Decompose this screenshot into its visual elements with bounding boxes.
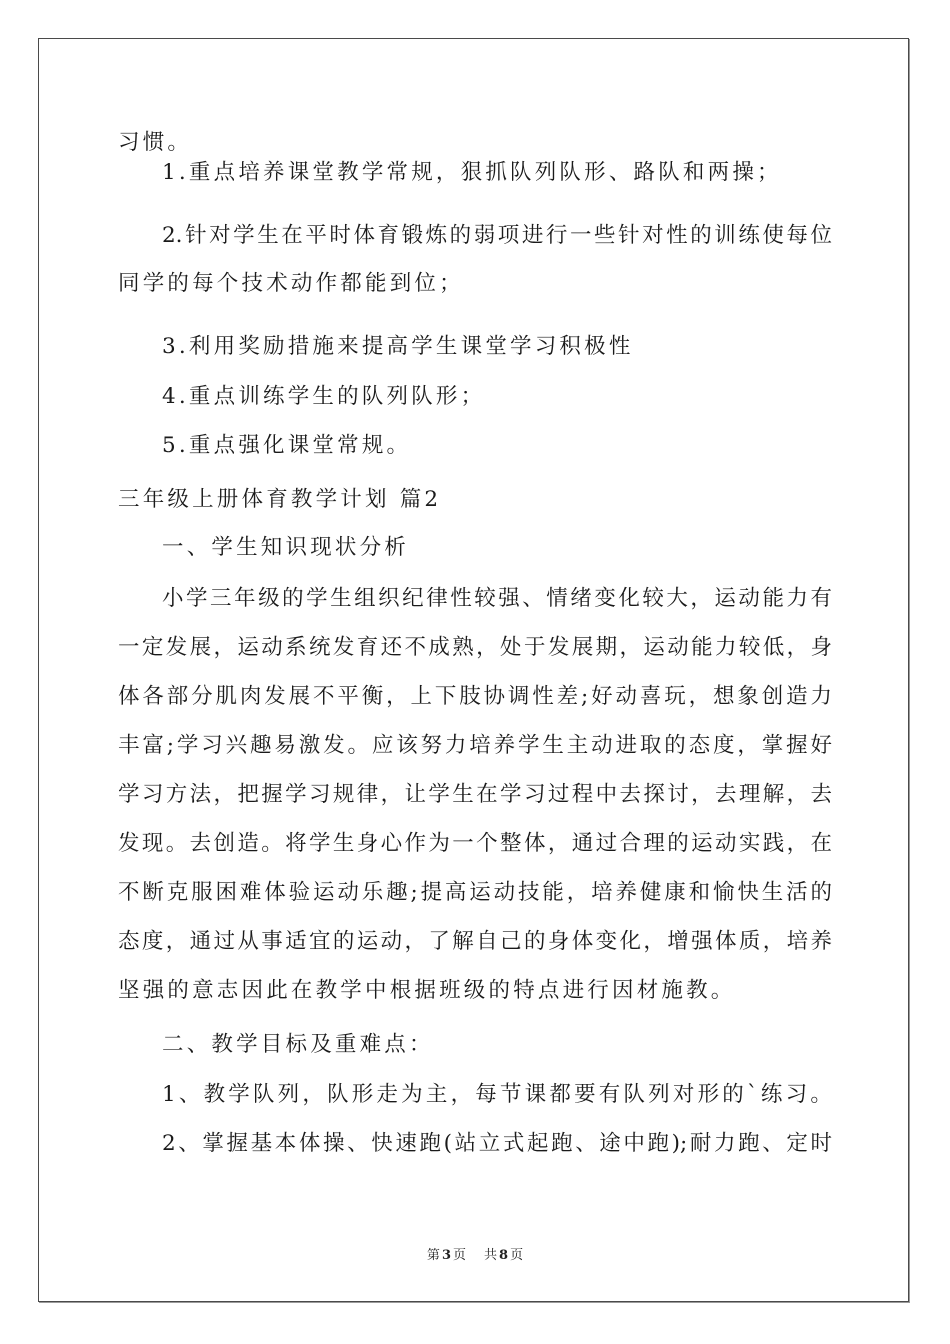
total-suffix: 页 — [510, 1248, 524, 1263]
section-title: 三年级上册体育教学计划 篇2 — [118, 487, 442, 512]
paragraph-line: 一定发展，运动系统发育还不成熟，处于发展期，运动能力较低，身 — [118, 635, 832, 660]
paragraph-line: 小学三年级的学生组织纪律性较强、情绪变化较大，运动能力有 — [162, 586, 832, 611]
goal-item-2: 2、掌握基本体操、快速跑(站立式起跑、途中跑);耐力跑、定时 — [162, 1131, 832, 1156]
paragraph-line: 发现。去创造。将学生身心作为一个整体，通过合理的运动实践，在 — [118, 831, 832, 856]
heading-student-analysis: 一、学生知识现状分析 — [162, 535, 410, 560]
page-suffix: 页 — [452, 1248, 466, 1263]
paragraph-line: 丰富;学习兴趣易激发。应该努力培养学生主动进取的态度，掌握好 — [118, 733, 832, 758]
total-prefix: 共 — [484, 1248, 498, 1263]
list-item-1: 1.重点培养课堂教学常规，狠抓队列队形、路队和两操； — [162, 160, 782, 185]
list-item-2-continuation: 同学的每个技术动作都能到位； — [118, 271, 464, 296]
page-footer — [0, 1244, 950, 1263]
paragraph-line: 体各部分肌肉发展不平衡，上下肢协调性差;好动喜玩，想象创造力 — [118, 684, 832, 709]
list-item-3: 3.利用奖励措施来提高学生课堂学习积极性 — [162, 334, 634, 359]
paragraph-line: 坚强的意志因此在教学中根据班级的特点进行因材施教。 — [118, 978, 736, 1003]
paragraph-line: 不断克服困难体验运动乐趣;提高运动技能，培养健康和愉快生活的 — [118, 880, 832, 905]
goal-item-1: 1、教学队列，队形走为主，每节课都要有队列对形的`练习。 — [162, 1082, 836, 1107]
page-prefix: 第 — [426, 1248, 440, 1263]
total-pages-number: 8 — [499, 1248, 509, 1263]
list-item-5: 5.重点强化课堂常规。 — [162, 433, 412, 458]
paragraph-line: 习惯。 — [118, 130, 193, 155]
list-item-2: 2.针对学生在平时体育锻炼的弱项进行一些针对性的训练使每位 — [162, 223, 832, 248]
heading-teaching-goals: 二、教学目标及重难点： — [162, 1032, 434, 1057]
paragraph-line: 态度，通过从事适宜的运动，了解自己的身体变化，增强体质，培养 — [118, 929, 832, 954]
paragraph-line: 学习方法，把握学习规律，让学生在学习过程中去探讨，去理解，去 — [118, 782, 832, 807]
current-page-number: 3 — [441, 1248, 451, 1263]
list-item-4: 4.重点训练学生的队列队形； — [162, 384, 486, 409]
